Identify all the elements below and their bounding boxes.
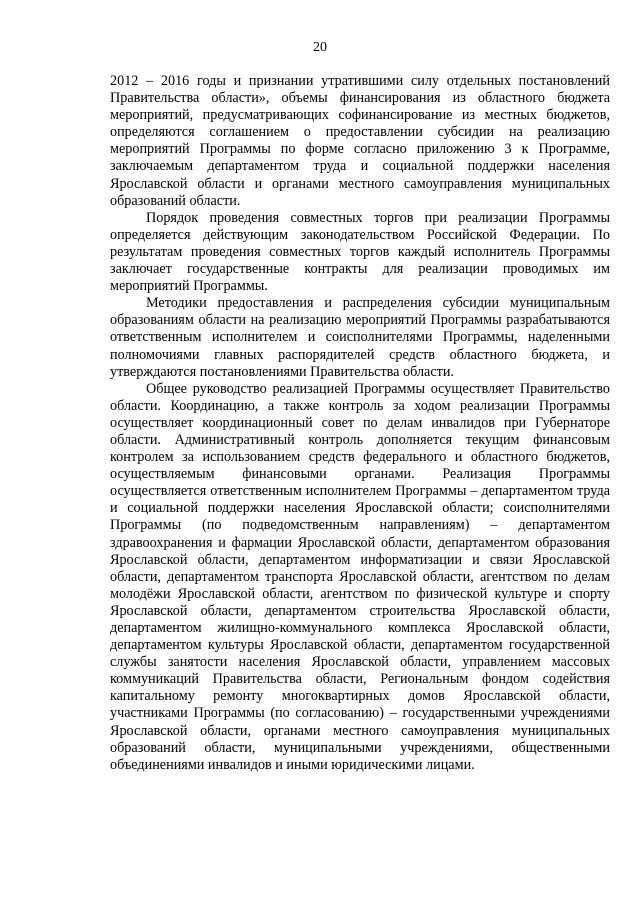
body-text [110,73,610,774]
paragraph-program-management: Общее руководство реализацией Программы осуществляет Правительство области. Координацию, а также контроль за ходом реализации Программы осуществляет координационный совет по делам инвалидов при Губернаторе области. Административный контроль дополняется текущим финансовым контролем за использованием средств федерального и областного бюджетов, осуществляемым финансовыми органами. Реализация Программы осуществляется ответственным исполнителем Программы – департаментом труда и социальной поддержки населения Ярославской области; соисполнителями Программы (по подведомственным направлениям) – департаментом здравоохранения и фармации Ярославской области, департаментом образования Ярославской области, департаментом информатизации и связи Ярославской области, департаментом транспорта Ярославской области, агентством по делам молодёжи Ярославской области, агентством по физической культуре и спорту Ярославской области, департаментом строительства Ярославской области, департаментом жилищно-коммунального комплекса Ярославской области, департаментом культуры Ярославской области, департаментом государственной службы занятости населения Ярославской области, управлением массовых коммуникаций Правительства области, Региональным фондом содействия капитальному ремонту многоквартирных домов Ярославской области, участниками Программы (по согласованию) – государственными учреждениями Ярославской области, органами местного самоуправления муниципальных образований области, муниципальными учреждениями, общественными объединениями инвалидов и иными юридическими лицами. [110,380,610,773]
page-number: 20 [313,40,327,55]
paragraph-subsidy-methods: Методики предоставления и распределения субсидии муниципальным образованиям области на реализацию мероприятий Программы разрабатываются ответственным исполнителем и соисполнителями Программы, наделенными полномочиями главных распорядителей средств областного бюджета, и утверждаются постановлениями Правительства области. [110,295,610,380]
paragraph-joint-tenders: Порядок проведения совместных торгов при реализации Программы определяется действующим законодательством Российской Федерации. По результатам проведения совместных торгов каждый исполнитель Программы заключает государственные контракты для реализации проводимых им мероприятий Программы. [110,209,610,295]
paragraph-continuation: 2012 – 2016 годы и признании утратившими силу отдельных постановлений Правительства области», объемы финансирования из областного бюджета мероприятий, предусматривающих софинансирование из местных бюджетов, определяются соглашением о предоставлении субсидии на реализацию мероприятий Программы по форме согласно приложению 3 к Программе, заключаемым департаментом труда и социальной поддержки населения Ярославской области и органами местного самоуправления муниципальных образований области. [110,73,610,209]
